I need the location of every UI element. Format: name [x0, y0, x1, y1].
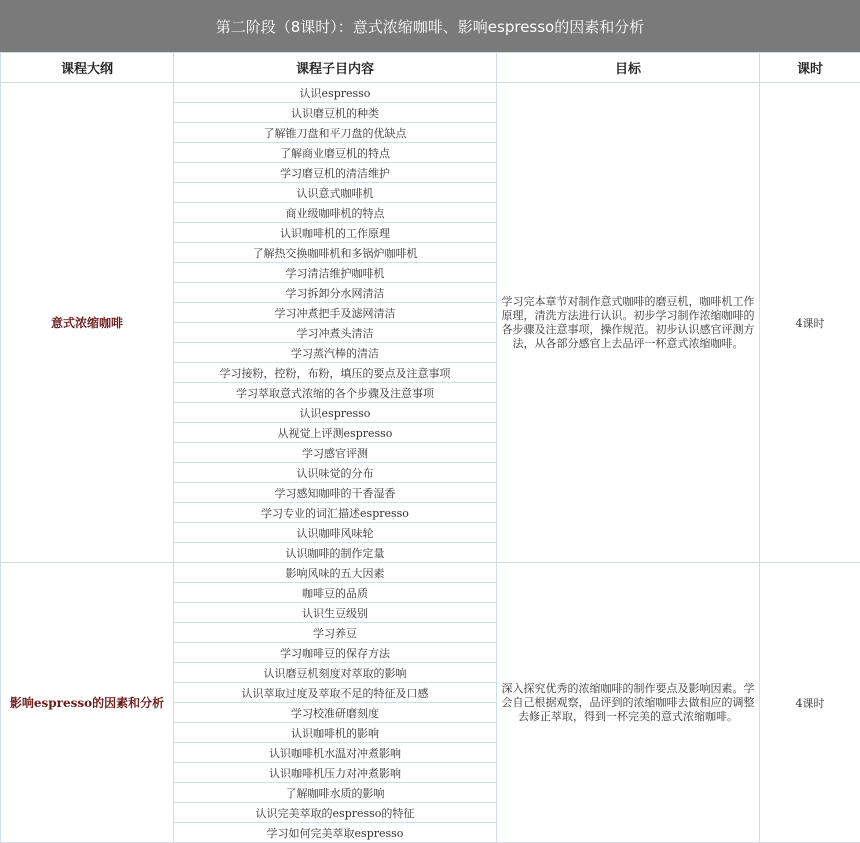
header-row: [1, 53, 860, 83]
content-item: 认识磨豆机的种类: [174, 103, 497, 123]
content-item: 认识咖啡机压力对冲煮影响: [174, 763, 497, 783]
content-item: 学习冲煮把手及滤网清洁: [174, 303, 497, 323]
course-outline-table: [0, 52, 860, 843]
content-item: 影响风味的五大因素: [174, 563, 497, 583]
content-item: 认识味觉的分布: [174, 463, 497, 483]
header-goal: 目标: [497, 53, 760, 83]
content-item: 认识咖啡机的影响: [174, 723, 497, 743]
stage-title: 第二阶段（8课时）：意式浓缩咖啡、影响espresso的因素和分析: [216, 16, 644, 37]
content-item: 认识咖啡机的工作原理: [174, 223, 497, 243]
header-hours: 课时: [760, 53, 860, 83]
content-item: 认识咖啡风味轮: [174, 523, 497, 543]
section-name: 意式浓缩咖啡: [1, 83, 174, 563]
content-item: 认识意式咖啡机: [174, 183, 497, 203]
content-item: 商业级咖啡机的特点: [174, 203, 497, 223]
header-content: 课程子目内容: [174, 53, 497, 83]
content-item: 学习清洁维护咖啡机: [174, 263, 497, 283]
table-row: [1, 563, 860, 583]
content-item: 学习冲煮头清洁: [174, 323, 497, 343]
content-item: 学习感知咖啡的干香湿香: [174, 483, 497, 503]
content-item: 认识咖啡机水温对冲煮影响: [174, 743, 497, 763]
content-item: 学习蒸汽棒的清洁: [174, 343, 497, 363]
content-item: 学习养豆: [174, 623, 497, 643]
content-item: 认识完美萃取的espresso的特征: [174, 803, 497, 823]
section-hours: 4课时: [760, 83, 860, 563]
content-item: 学习接粉，控粉，布粉，填压的要点及注意事项: [174, 363, 497, 383]
content-item: 了解咖啡水质的影响: [174, 783, 497, 803]
content-item: 学习咖啡豆的保存方法: [174, 643, 497, 663]
content-item: 学习磨豆机的清洁维护: [174, 163, 497, 183]
content-item: 学习校准研磨刻度: [174, 703, 497, 723]
content-item: 了解商业磨豆机的特点: [174, 143, 497, 163]
section-goal: 学习完本章节对制作意式咖啡的磨豆机，咖啡机工作原理，清洗方法进行认识。初步学习制作浓缩咖啡的各步骤及注意事项，操作规范。初步认识感官评测方法，从各部分感官上去品评一杯意式浓缩咖啡。: [497, 83, 760, 563]
content-item: 学习拆卸分水网清洁: [174, 283, 497, 303]
section-goal: 深入探究优秀的浓缩咖啡的制作要点及影响因素。学会自己根据观察，品评到的浓缩咖啡去做相应的调整去修正萃取，得到一杯完美的意式浓缩咖啡。: [497, 563, 760, 843]
content-item: 学习专业的词汇描述espresso: [174, 503, 497, 523]
content-item: 认识生豆级别: [174, 603, 497, 623]
header-outline: 课程大纲: [1, 53, 174, 83]
table-row: [1, 83, 860, 103]
content-item: 学习萃取意式浓缩的各个步骤及注意事项: [174, 383, 497, 403]
content-item: 了解锥刀盘和平刀盘的优缺点: [174, 123, 497, 143]
content-item: 咖啡豆的品质: [174, 583, 497, 603]
content-item: 认识萃取过度及萃取不足的特征及口感: [174, 683, 497, 703]
content-item: 从视觉上评测espresso: [174, 423, 497, 443]
content-item: 认识espresso: [174, 403, 497, 423]
content-item: 认识espresso: [174, 83, 497, 103]
outline-body: [1, 83, 860, 843]
stage-title-banner: [0, 0, 860, 52]
content-item: 认识磨豆机刻度对萃取的影响: [174, 663, 497, 683]
content-item: 学习感官评测: [174, 443, 497, 463]
content-item: 认识咖啡的制作定量: [174, 543, 497, 563]
content-item: 了解热交换咖啡机和多锅炉咖啡机: [174, 243, 497, 263]
section-name: 影响espresso的因素和分析: [1, 563, 174, 843]
content-item: 学习如何完美萃取espresso: [174, 823, 497, 843]
section-hours: 4课时: [760, 563, 860, 843]
